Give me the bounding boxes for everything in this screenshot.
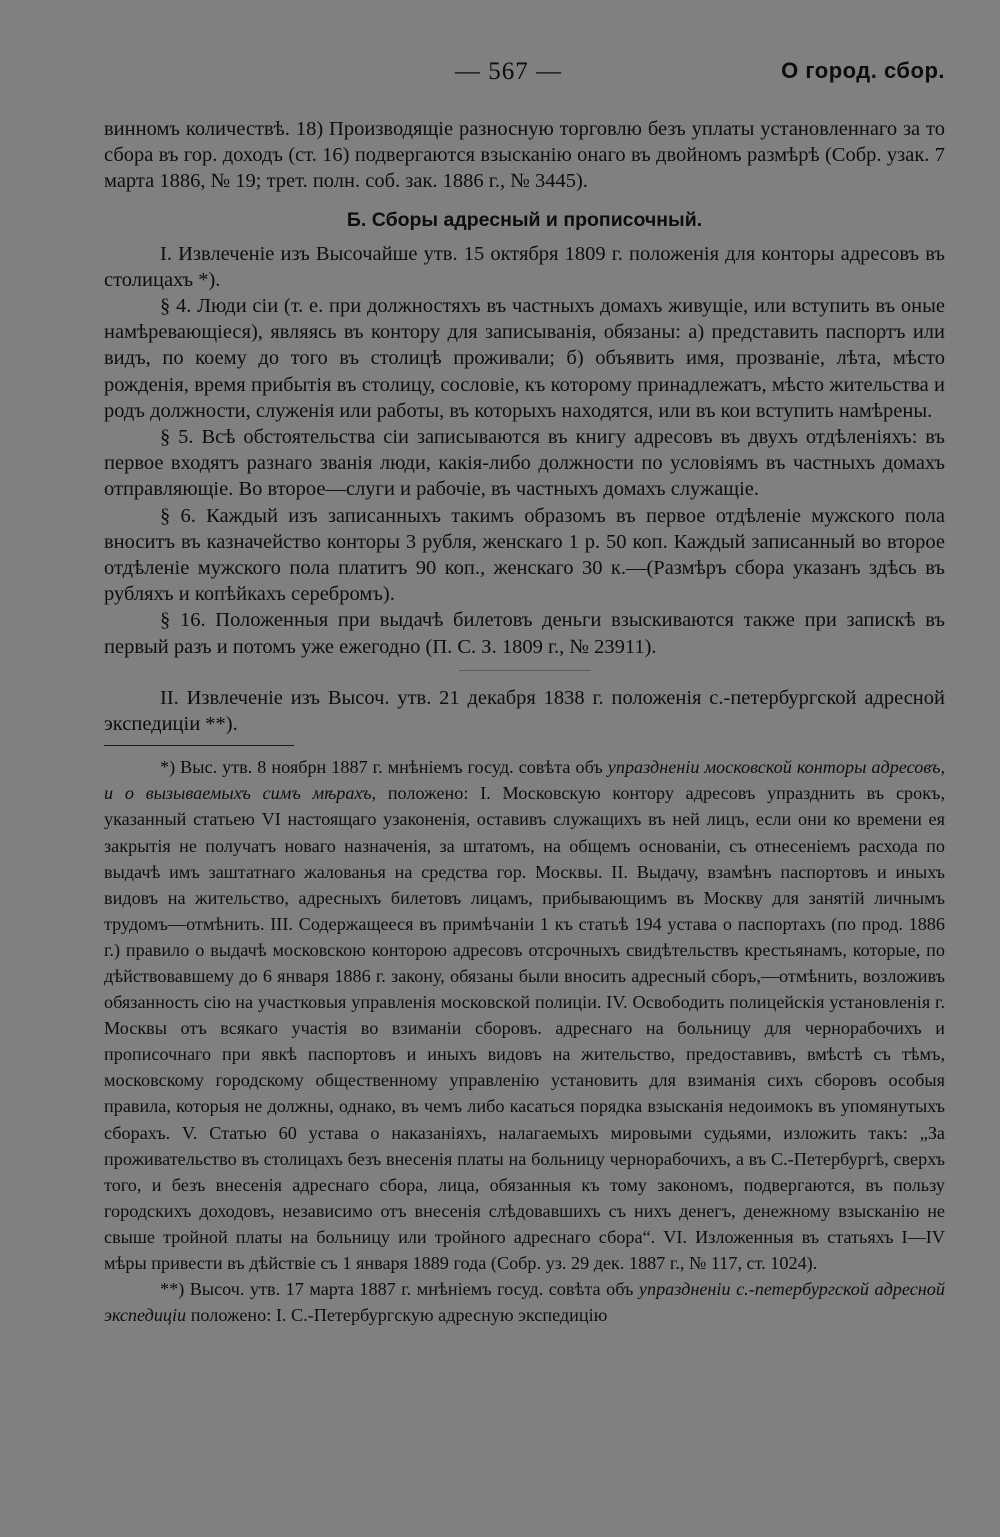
footnote-2-text: положено: I. С.-Петербургскую адресную экспедицію xyxy=(186,1305,608,1326)
footnote-1-italic: упраздненіи московской конторы адресовъ, и о вызываемыхъ симъ мѣрахъ, xyxy=(104,757,945,804)
running-title: О город. сбор. xyxy=(781,58,945,83)
footnote-2-italic: упраздненіи с.-петербургской адресной экспедиціи xyxy=(104,1279,945,1326)
section-16: § 16. Положенныя при выдачѣ билетовъ деньги взыскиваются также при запискѣ въ первый разъ и потомъ уже ежегодно (П. С. З. 1809 г., № 23911). xyxy=(104,609,945,658)
footnote-1-lead: *) Выс. утв. 8 ноябрн 1887 г. мнѣніемъ госуд. совѣта объ xyxy=(160,757,608,778)
page-number: — 567 — xyxy=(455,58,562,85)
footnote-2-lead: **) Высоч. утв. 17 марта 1887 г. мнѣніемъ госуд. совѣта объ xyxy=(160,1279,639,1300)
section-6: § 6. Каждый изъ записанныхъ такимъ образомъ въ первое отдѣленіе мужского пола вноситъ въ казначейство конторы 3 рубля, женскаго 1 р. 50 коп. Каждый записанный во второе отдѣленіе мужского пола платитъ 90 коп., женскаго 30 к.—(Размѣръ сбора указанъ здѣсь въ рубляхъ и копѣйкахъ серебромъ). xyxy=(104,504,945,606)
section-heading: Б. Сборы адресный и прописочный. xyxy=(346,208,703,231)
continuation-paragraph: винномъ количествѣ. 18) Производящіе разносную торговлю безъ уплаты установленнаго за то сбора въ гор. доходъ (ст. 16) подвергаются взысканію онаго въ двойномъ размѣрѣ (Собр. узак. 7 марта 1886, № 19; трет. полн. соб. зак. 1886 г., № 3445). xyxy=(104,118,945,193)
footnote-2 xyxy=(104,1276,945,1328)
page-header xyxy=(0,58,1000,88)
section-4: § 4. Люди сіи (т. е. при должностяхъ въ частныхъ домахъ живущіе, или вступить въ оные намѣревающіеся), являясь въ контору для записыванія, обязаны: а) представить паспортъ или видъ, по коему до того въ столицѣ проживали; б) объявить имя, прозваніе, лѣта, мѣсто рожденія, время прибытія въ столицу, сословіе, къ которому принадлежатъ, мѣсто жительства и родъ должности, служенія или работы, въ которыхъ находятся, или въ кои вступить намѣрены. xyxy=(104,295,945,422)
footnote-1 xyxy=(104,754,945,1276)
paragraph-i: I. Извлеченіе изъ Высочайше утв. 15 октября 1809 г. положенія для конторы адресовъ въ столицахъ *). xyxy=(104,242,945,291)
footnote-rule xyxy=(104,745,294,746)
footnote-1-text: положено: I. Московскую контору адресовъ упразднить въ срокъ, указанный статьею VI настоящаго узаконенія, оставивъ служащихъ въ ней лицъ, если они ко времени ея закрытія не получатъ новаго назначенія, за штатомъ, на общемъ основаніи, съ отнесеніемъ расхода по выдачѣ имъ заштатнаго жалованья на средства гор. Москвы. II. Выдачу, взамѣнъ паспортовъ и иныхъ видовъ на жительство, адресныхъ билетовъ лицамъ, прибывающимъ въ Москву для занятій личнымъ трудомъ—отмѣнить. III. Содержащееся въ примѣчаніи 1 къ статьѣ 194 устава о паспортахъ (по прод. 1886 г.) правило о выдачѣ московскою конторою адресовъ отсрочныхъ свидѣтельствъ крестьянамъ, которые, по дѣйствовавшему до 6 января 1886 г. закону, обязаны были вносить адресный сборъ,—отмѣнить, возложивъ обязанность сію на участковыя управленія московской полиціи. IV. Освободить полицейскія установленія г. Москвы отъ всякаго участія во взиманіи сборовъ. адреснаго на больницу для чернорабочихъ и прописочнаго при явкѣ паспортовъ и иныхъ видовъ на жительство, предоставивъ, вмѣстѣ съ тѣмъ, московскому городскому общественному управленію установить для взиманія сихъ сборовъ особыя правила, которыя не должны, однако, въ чемъ либо касаться порядка взысканія недоимокъ въ упомянутыхъ сборахъ. V. Статью 60 устава о наказаніяхъ, налагаемыхъ мировыми судьями, изложить такъ: „За проживательство въ столицахъ безъ внесенія платы на больницу чернорабочихъ, а въ С.-Петербургѣ, сверхъ того, и безъ внесенія адреснаго сбора, лица, обязанныя къ тому закономъ, подвергаются, въ пользу городскихъ доходовъ, независимо отъ внесенія слѣдовавшихъ съ нихъ денегъ, денежному взысканію не свыше тройной платы на больницу или тройного адреснаго сбора“. VI. Изложенныя въ статьяхъ I—IV мѣры привести въ дѣйствіе съ 1 января 1889 года (Собр. уз. 29 дек. 1887 г., № 117, ст. 1024). xyxy=(104,783,945,1274)
section-5: § 5. Всѣ обстоятельства сіи записываются въ книгу адресовъ въ двухъ отдѣленіяхъ: въ первое входятъ разнаго званія люди, какія-либо должности по условіямъ въ частныхъ домахъ отправляющіе. Во второе—слуги и рабочіе, въ частныхъ домахъ служащіе. xyxy=(104,426,945,501)
separator-rule xyxy=(459,670,591,671)
paragraph-ii: II. Извлеченіе изъ Высоч. утв. 21 декабря 1838 г. положенія с.-петербургской адресной экспедиціи **). xyxy=(104,686,945,736)
page-body xyxy=(104,116,945,1328)
